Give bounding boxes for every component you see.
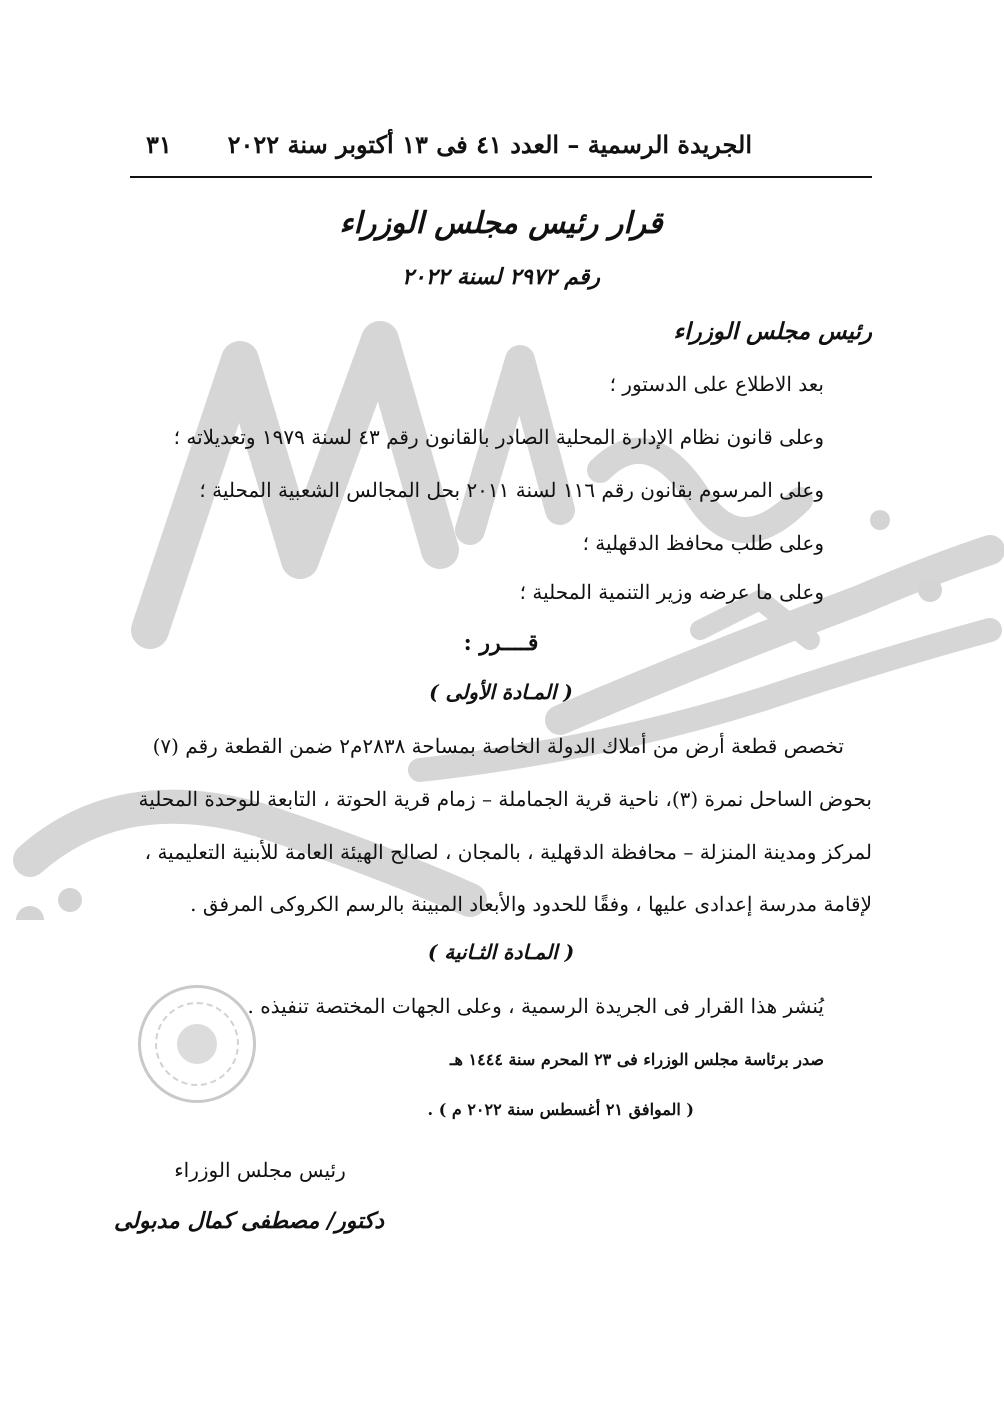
article-1-line: لمركز ومدينة المنزلة – محافظة الدقهلية ، بالمجان ، لصالح الهيئة العامة للأبنية التعليمية ،	[144, 840, 872, 864]
seal-stamp	[138, 985, 256, 1103]
signatory-title: رئيس مجلس الوزراء	[174, 1158, 346, 1182]
article-2-title: ( المـادة الثـانية )	[427, 940, 575, 964]
preamble-line: وعلى طلب محافظ الدقهلية ؛	[582, 531, 824, 555]
preamble-line: وعلى المرسوم بقانون رقم ١١٦ لسنة ٢٠١١ بحل المجالس الشعبية المحلية ؛	[199, 478, 824, 502]
decided-heading: قــــرر :	[463, 630, 539, 656]
preamble-line: وعلى ما عرضه وزير التنمية المحلية ؛	[519, 580, 824, 604]
article-1-title: ( المـادة الأولى )	[429, 680, 573, 704]
decree-title: قرار رئيس مجلس الوزراء	[339, 206, 663, 241]
issued-date-hijri: صدر برئاسة مجلس الوزراء فى ٢٣ المحرم سنة ١٤٤٤ هـ	[449, 1050, 824, 1069]
article-1-line: لإقامة مدرسة إعدادى عليها ، وفقًا للحدود والأبعاد المبينة بالرسم الكروكى المرفق .	[190, 892, 872, 916]
article-2-text: يُنشر هذا القرار فى الجريدة الرسمية ، وعلى الجهات المختصة تنفيذه .	[247, 994, 824, 1018]
decree-number: رقم ٢٩٧٢ لسنة ٢٠٢٢	[401, 264, 601, 290]
gazette-header-title: الجريدة الرسمية – العدد ٤١ فى ١٣ أكتوبر سنة ٢٠٢٢	[227, 130, 752, 159]
page-number: ٣١	[146, 130, 172, 159]
preamble-line: وعلى قانون نظام الإدارة المحلية الصادر بالقانون رقم ٤٣ لسنة ١٩٧٩ وتعديلاته ؛	[173, 425, 824, 449]
issued-date-gregorian: ( الموافق ٢١ أغسطس سنة ٢٠٢٢ م ) .	[427, 1100, 694, 1119]
preamble-line: بعد الاطلاع على الدستور ؛	[609, 372, 824, 396]
signatory-name: دكتور/ مصطفى كمال مدبولى	[113, 1208, 384, 1234]
article-1-line: تخصص قطعة أرض من أملاك الدولة الخاصة بمساحة ٢٨٣٨م٢ ضمن القطعة رقم (٧)	[152, 734, 844, 758]
seal-center	[177, 1024, 217, 1064]
page-header	[130, 126, 872, 178]
article-1-line: بحوض الساحل نمرة (٣)، ناحية قرية الجماملة – زمام قرية الحوتة ، التابعة للوحدة المحلية	[138, 787, 872, 811]
authority-heading: رئيس مجلس الوزراء	[673, 318, 872, 345]
